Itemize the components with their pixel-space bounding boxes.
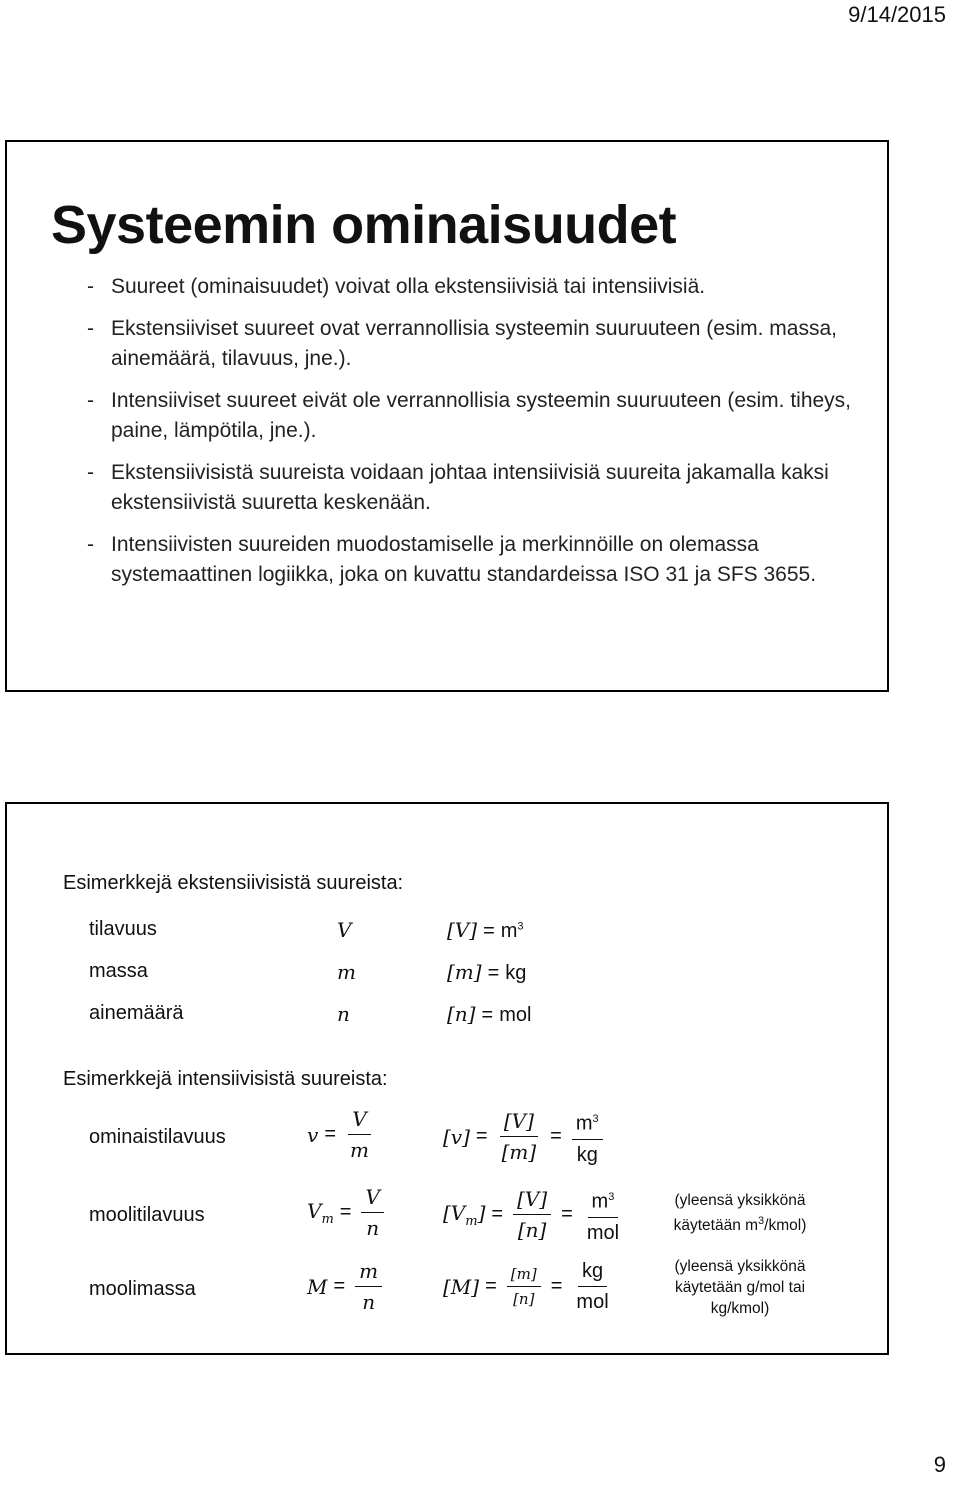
slide-title: Systeemin ominaisuudet bbox=[51, 195, 677, 255]
slide-examples bbox=[5, 802, 889, 1355]
bullet-item: - Intensiivisten suureiden muodostamiselle ja merkinnöille on olemassa systemaattinen logiikka, joka on kuvattu standardeissa ISO 31 ja SFS 3655. bbox=[87, 533, 817, 586]
bullet-list bbox=[87, 272, 867, 602]
unit-note: (yleensä yksikkönä käytetään g/mol tai kg/kmol) bbox=[674, 1258, 806, 1317]
bullet-item: - Ekstensiiviset suureet ovat verrannollisia systeemin suuruuteen (esim. massa, ainemäärä, tilavuus, jne.). bbox=[87, 317, 837, 370]
intensive-heading: Esimerkkejä intensiivisistä suureista: bbox=[63, 1068, 388, 1090]
quantity-formula: M = $\frac{m}{n}$ bbox=[307, 1258, 386, 1315]
extensive-row-volume bbox=[7, 918, 887, 958]
header-date: 9/14/2015 bbox=[848, 2, 946, 27]
quantity-symbol: m bbox=[337, 960, 356, 984]
extensive-heading: Esimerkkejä ekstensiivisistä suureista: bbox=[63, 872, 404, 894]
quantity-formula: $V_m$ = $\frac{V}{n}$ bbox=[307, 1184, 388, 1241]
quantity-symbol: n bbox=[337, 1002, 350, 1026]
quantity-name: moolitilavuus bbox=[89, 1204, 205, 1226]
unit-formula: [v] = $\frac{[V]}{[m]}$ = $\frac{m^3}{kg}$ bbox=[443, 1106, 607, 1168]
unit-note: (yleensä yksikkönä käytetään $m^3/kmol$) bbox=[673, 1192, 807, 1235]
unit-formula: $[V_m]$ = $\frac{[V]}{[n]}$ = $\frac{m^3}{\text{mol}}$ bbox=[443, 1184, 627, 1246]
intensive-row-molar-volume bbox=[7, 1184, 887, 1248]
quantity-name: tilavuus bbox=[89, 918, 157, 940]
quantity-name: moolimassa bbox=[89, 1278, 196, 1300]
quantity-symbol: V bbox=[337, 918, 352, 942]
bullet-item: - Suureet (ominaisuudet) voivat olla ekstensiivisiä tai intensiivisiä. bbox=[87, 275, 706, 298]
quantity-name: massa bbox=[89, 960, 148, 982]
quantity-name: ainemäärä bbox=[89, 1002, 184, 1024]
quantity-unit: [m] = kg bbox=[447, 960, 527, 984]
intensive-row-specific-volume bbox=[7, 1106, 887, 1170]
quantity-formula: v = $\frac{V}{m}$ bbox=[307, 1107, 369, 1162]
quantity-unit: $[V] = m^3$ bbox=[447, 918, 524, 942]
bullet-item: - Intensiiviset suureet eivät ole verrannollisia systeemin suuruuteen (esim. tiheys, paine, lämpötila, jne.). bbox=[87, 389, 852, 442]
unit-formula: [M] = $\frac{[m]}{[n]}$ = $\frac{kg}{\text{mol}}$ bbox=[443, 1260, 609, 1313]
bullet-item: - Ekstensiivisistä suureista voidaan johtaa intensiivisiä suureita jakamalla kaksi ekstensiivistä suuretta keskenään. bbox=[87, 461, 829, 514]
extensive-row-amount bbox=[7, 1002, 887, 1042]
extensive-row-mass bbox=[7, 960, 887, 1000]
quantity-name: ominaistilavuus bbox=[89, 1126, 226, 1148]
quantity-unit: [n] = mol bbox=[447, 1002, 532, 1026]
slide-properties bbox=[5, 140, 889, 692]
page-number: 9 bbox=[933, 1452, 946, 1477]
intensive-row-molar-mass bbox=[7, 1258, 887, 1326]
